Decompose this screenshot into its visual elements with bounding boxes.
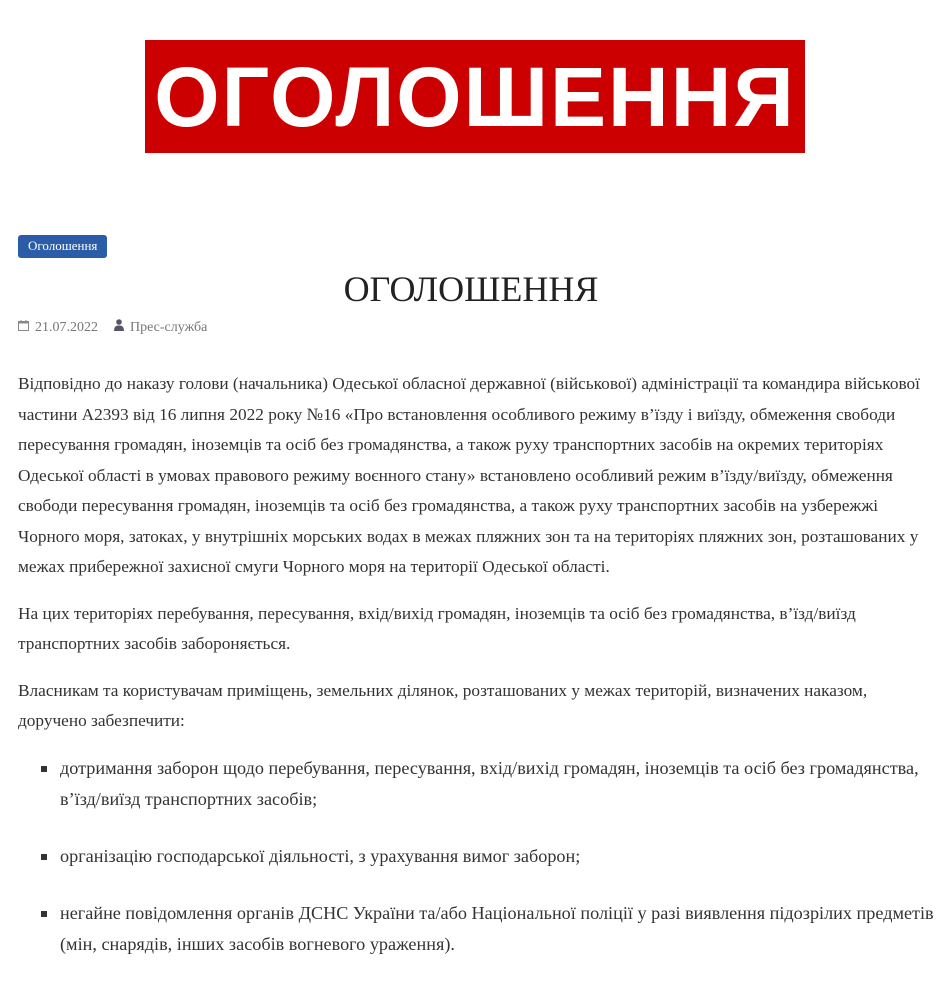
paragraph: Власникам та користувачам приміщень, земельних ділянок, розташованих у межах територій, визначених наказом, доручено забезпечити: xyxy=(18,680,868,730)
category-badge[interactable]: Оголошення xyxy=(18,235,107,258)
list-item-text: негайне повідомлення органів ДСНС України та/або Національної поліції у разі виявлення підозрілих предметів (мін, снарядів, інших засобів вогневого ураження). xyxy=(60,902,934,954)
user-icon xyxy=(114,319,124,336)
post-date: 21.07.2022 xyxy=(35,319,98,335)
announcement-banner xyxy=(145,40,805,153)
paragraph: На цих територіях перебування, пересування, вхід/вихід громадян, іноземців та осіб без громадянства, в’їзд/виїзд транспортних засобів забороняється. xyxy=(18,603,856,653)
square-bullet-icon xyxy=(41,911,47,917)
calendar-icon xyxy=(18,320,29,336)
post-author[interactable]: Прес-служба xyxy=(130,319,208,335)
post-meta xyxy=(18,319,207,336)
article-body xyxy=(18,369,936,986)
square-bullet-icon xyxy=(41,854,47,860)
paragraph: Відповідно до наказу голови (начальника) Одеської обласної державної (військової) адміністрації та командира військової частини А2393 від 16 липня 2022 року №16 «Про встановлення особливого режиму в’їзду і виїзду, обмеження свободи пересування громадян, іноземців та осіб без громадянства, а також руху транспортних засобів на окремих територіях Одеської області в умовах правового режиму воєнного стану» встановлено особливий режим в’їзду/виїзду, обмеження свободи пересування громадян, іноземців та осіб без громадянства, а також руху транспортних засобів на узбережжі Чорного моря, затоках, у внутрішніх морських водах в межах пляжних зон та на територіях пляжних зон, розташованих у межах прибережної захисної смуги Чорного моря на території Одеської області. xyxy=(18,374,920,576)
list-item xyxy=(18,753,936,815)
page-title: ОГОЛОШЕННЯ xyxy=(343,269,599,309)
list-item xyxy=(18,898,936,960)
list-item-text: організацію господарської діяльності, з урахування вимог заборон; xyxy=(60,845,581,866)
list-item-text: дотримання заборон щодо перебування, пересування, вхід/вихід громадян, іноземців та осіб без громадянства, в’їзд/виїзд транспортних засобів; xyxy=(60,757,919,809)
banner-text: ОГОЛОШЕННЯ xyxy=(154,49,796,144)
list-item xyxy=(18,841,936,872)
square-bullet-icon xyxy=(41,766,47,772)
bullet-list xyxy=(18,753,936,960)
